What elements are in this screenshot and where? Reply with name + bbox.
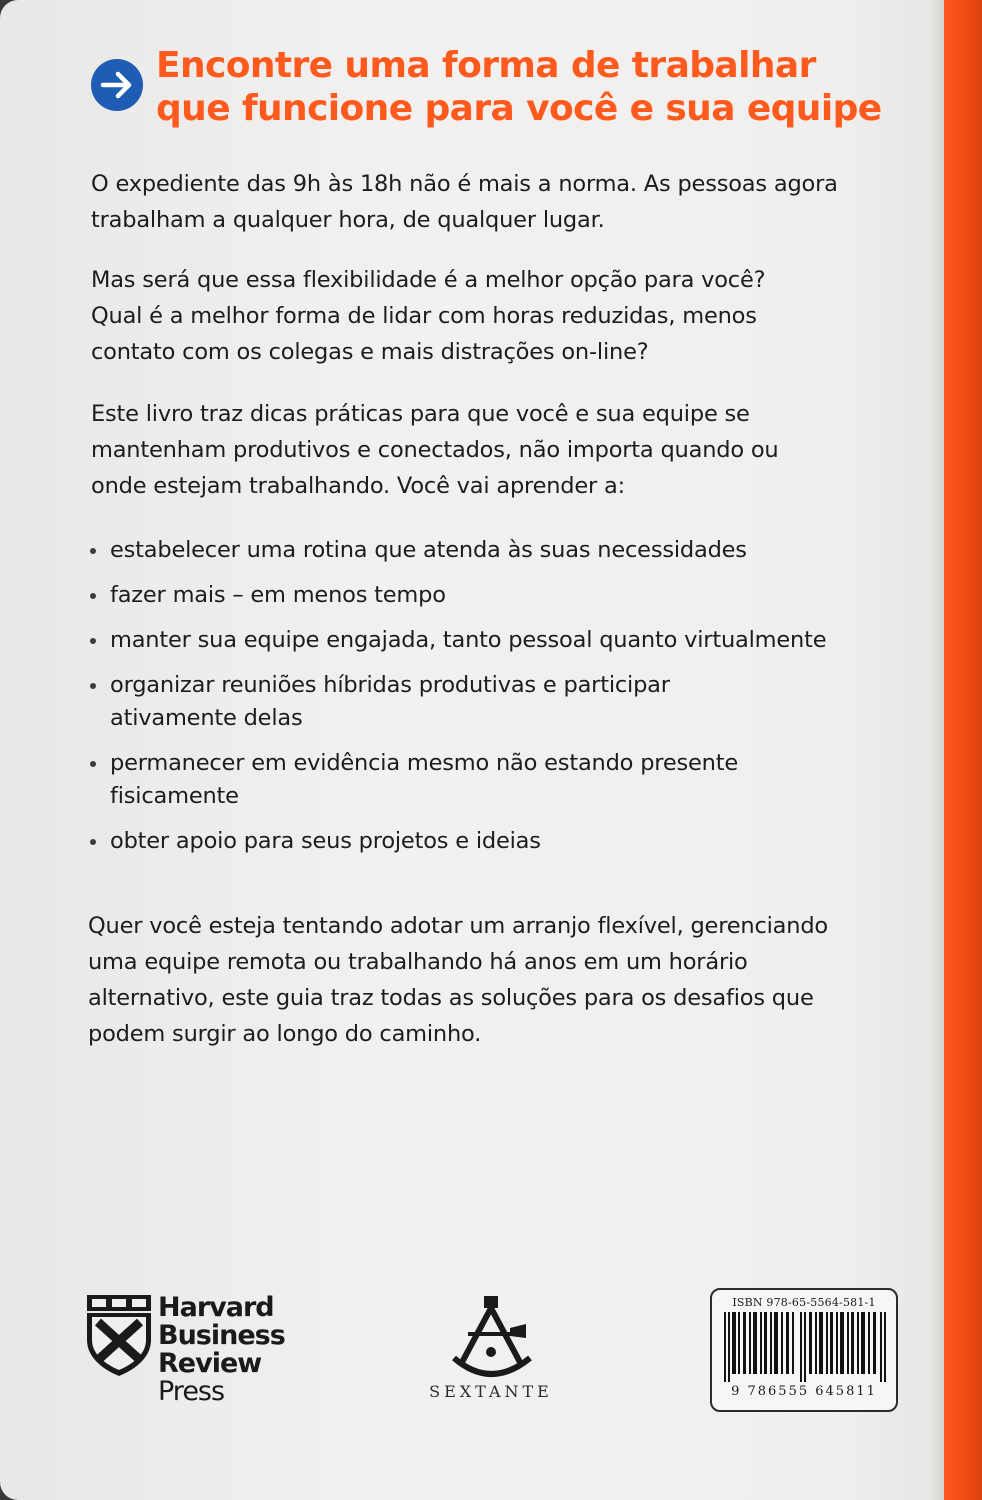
paragraph-line: Este livro traz dicas práticas para que você e sua equipe se bbox=[91, 401, 750, 427]
list-item: manter sua equipe engajada, tanto pessoal quanto virtualmente bbox=[88, 624, 918, 657]
question-paragraph bbox=[91, 262, 901, 370]
paragraph-line: Quer você esteja tentando adotar um arranjo flexível, gerenciando bbox=[88, 913, 828, 939]
bullet-icon bbox=[90, 761, 96, 767]
isbn-label: ISBN 978-65-5564-581-1 bbox=[732, 1296, 876, 1309]
headline-line-1: Encontre uma forma de trabalhar bbox=[156, 45, 816, 86]
arrow-right-circle-icon bbox=[90, 58, 144, 112]
bullet-icon bbox=[90, 548, 96, 554]
bullet-icon bbox=[90, 683, 96, 689]
bullet-icon bbox=[90, 593, 96, 599]
paragraph-line: trabalham a qualquer hora, de qualquer lugar. bbox=[91, 207, 605, 233]
headline-line-2: que funcione para você e sua equipe bbox=[156, 88, 882, 129]
sextante-wordmark: SEXTANTE bbox=[429, 1382, 553, 1401]
intro-paragraph bbox=[91, 166, 901, 238]
sextant-icon bbox=[446, 1294, 536, 1382]
headline bbox=[156, 44, 916, 130]
list-item: organizar reuniões híbridas produtivas e participar ativamente delas bbox=[88, 669, 918, 735]
orange-spine-strip bbox=[944, 0, 982, 1500]
hbr-shield-icon bbox=[86, 1294, 152, 1378]
barcode-digits: 9 786555 645811 bbox=[731, 1384, 877, 1399]
sextante-logo bbox=[426, 1294, 556, 1410]
book-description-paragraph bbox=[91, 396, 901, 504]
paragraph-line: Qual é a melhor forma de lidar com horas reduzidas, menos bbox=[91, 303, 757, 329]
paragraph-line: alternativo, este guia traz todas as soluções para os desafios que bbox=[88, 985, 814, 1011]
list-item: fazer mais – em menos tempo bbox=[88, 579, 918, 612]
learning-points-list bbox=[88, 534, 918, 870]
hbr-wordmark: Harvard Business Review Press bbox=[158, 1292, 285, 1407]
spine-edge bbox=[928, 0, 944, 1500]
list-item: obter apoio para seus projetos e ideias bbox=[88, 825, 918, 858]
bullet-icon bbox=[90, 839, 96, 845]
paragraph-line: Mas será que essa flexibilidade é a melhor opção para você? bbox=[91, 267, 766, 293]
paragraph-line: onde estejam trabalhando. Você vai aprender a: bbox=[91, 473, 625, 499]
paragraph-line: mantenham produtivos e conectados, não importa quando ou bbox=[91, 437, 779, 463]
closing-paragraph bbox=[88, 908, 898, 1052]
barcode-icon bbox=[722, 1312, 888, 1382]
paragraph-line: uma equipe remota ou trabalhando há anos em um horário bbox=[88, 949, 748, 975]
hbr-press-logo bbox=[86, 1294, 306, 1414]
isbn-barcode bbox=[710, 1288, 898, 1412]
bullet-icon bbox=[90, 638, 96, 644]
list-item: estabelecer uma rotina que atenda às suas necessidades bbox=[88, 534, 918, 567]
list-item: permanecer em evidência mesmo não estando presente fisicamente bbox=[88, 747, 918, 813]
paragraph-line: O expediente das 9h às 18h não é mais a norma. As pessoas agora bbox=[91, 171, 838, 197]
paragraph-line: podem surgir ao longo do caminho. bbox=[88, 1021, 482, 1047]
paragraph-line: contato com os colegas e mais distrações on-line? bbox=[91, 339, 649, 365]
